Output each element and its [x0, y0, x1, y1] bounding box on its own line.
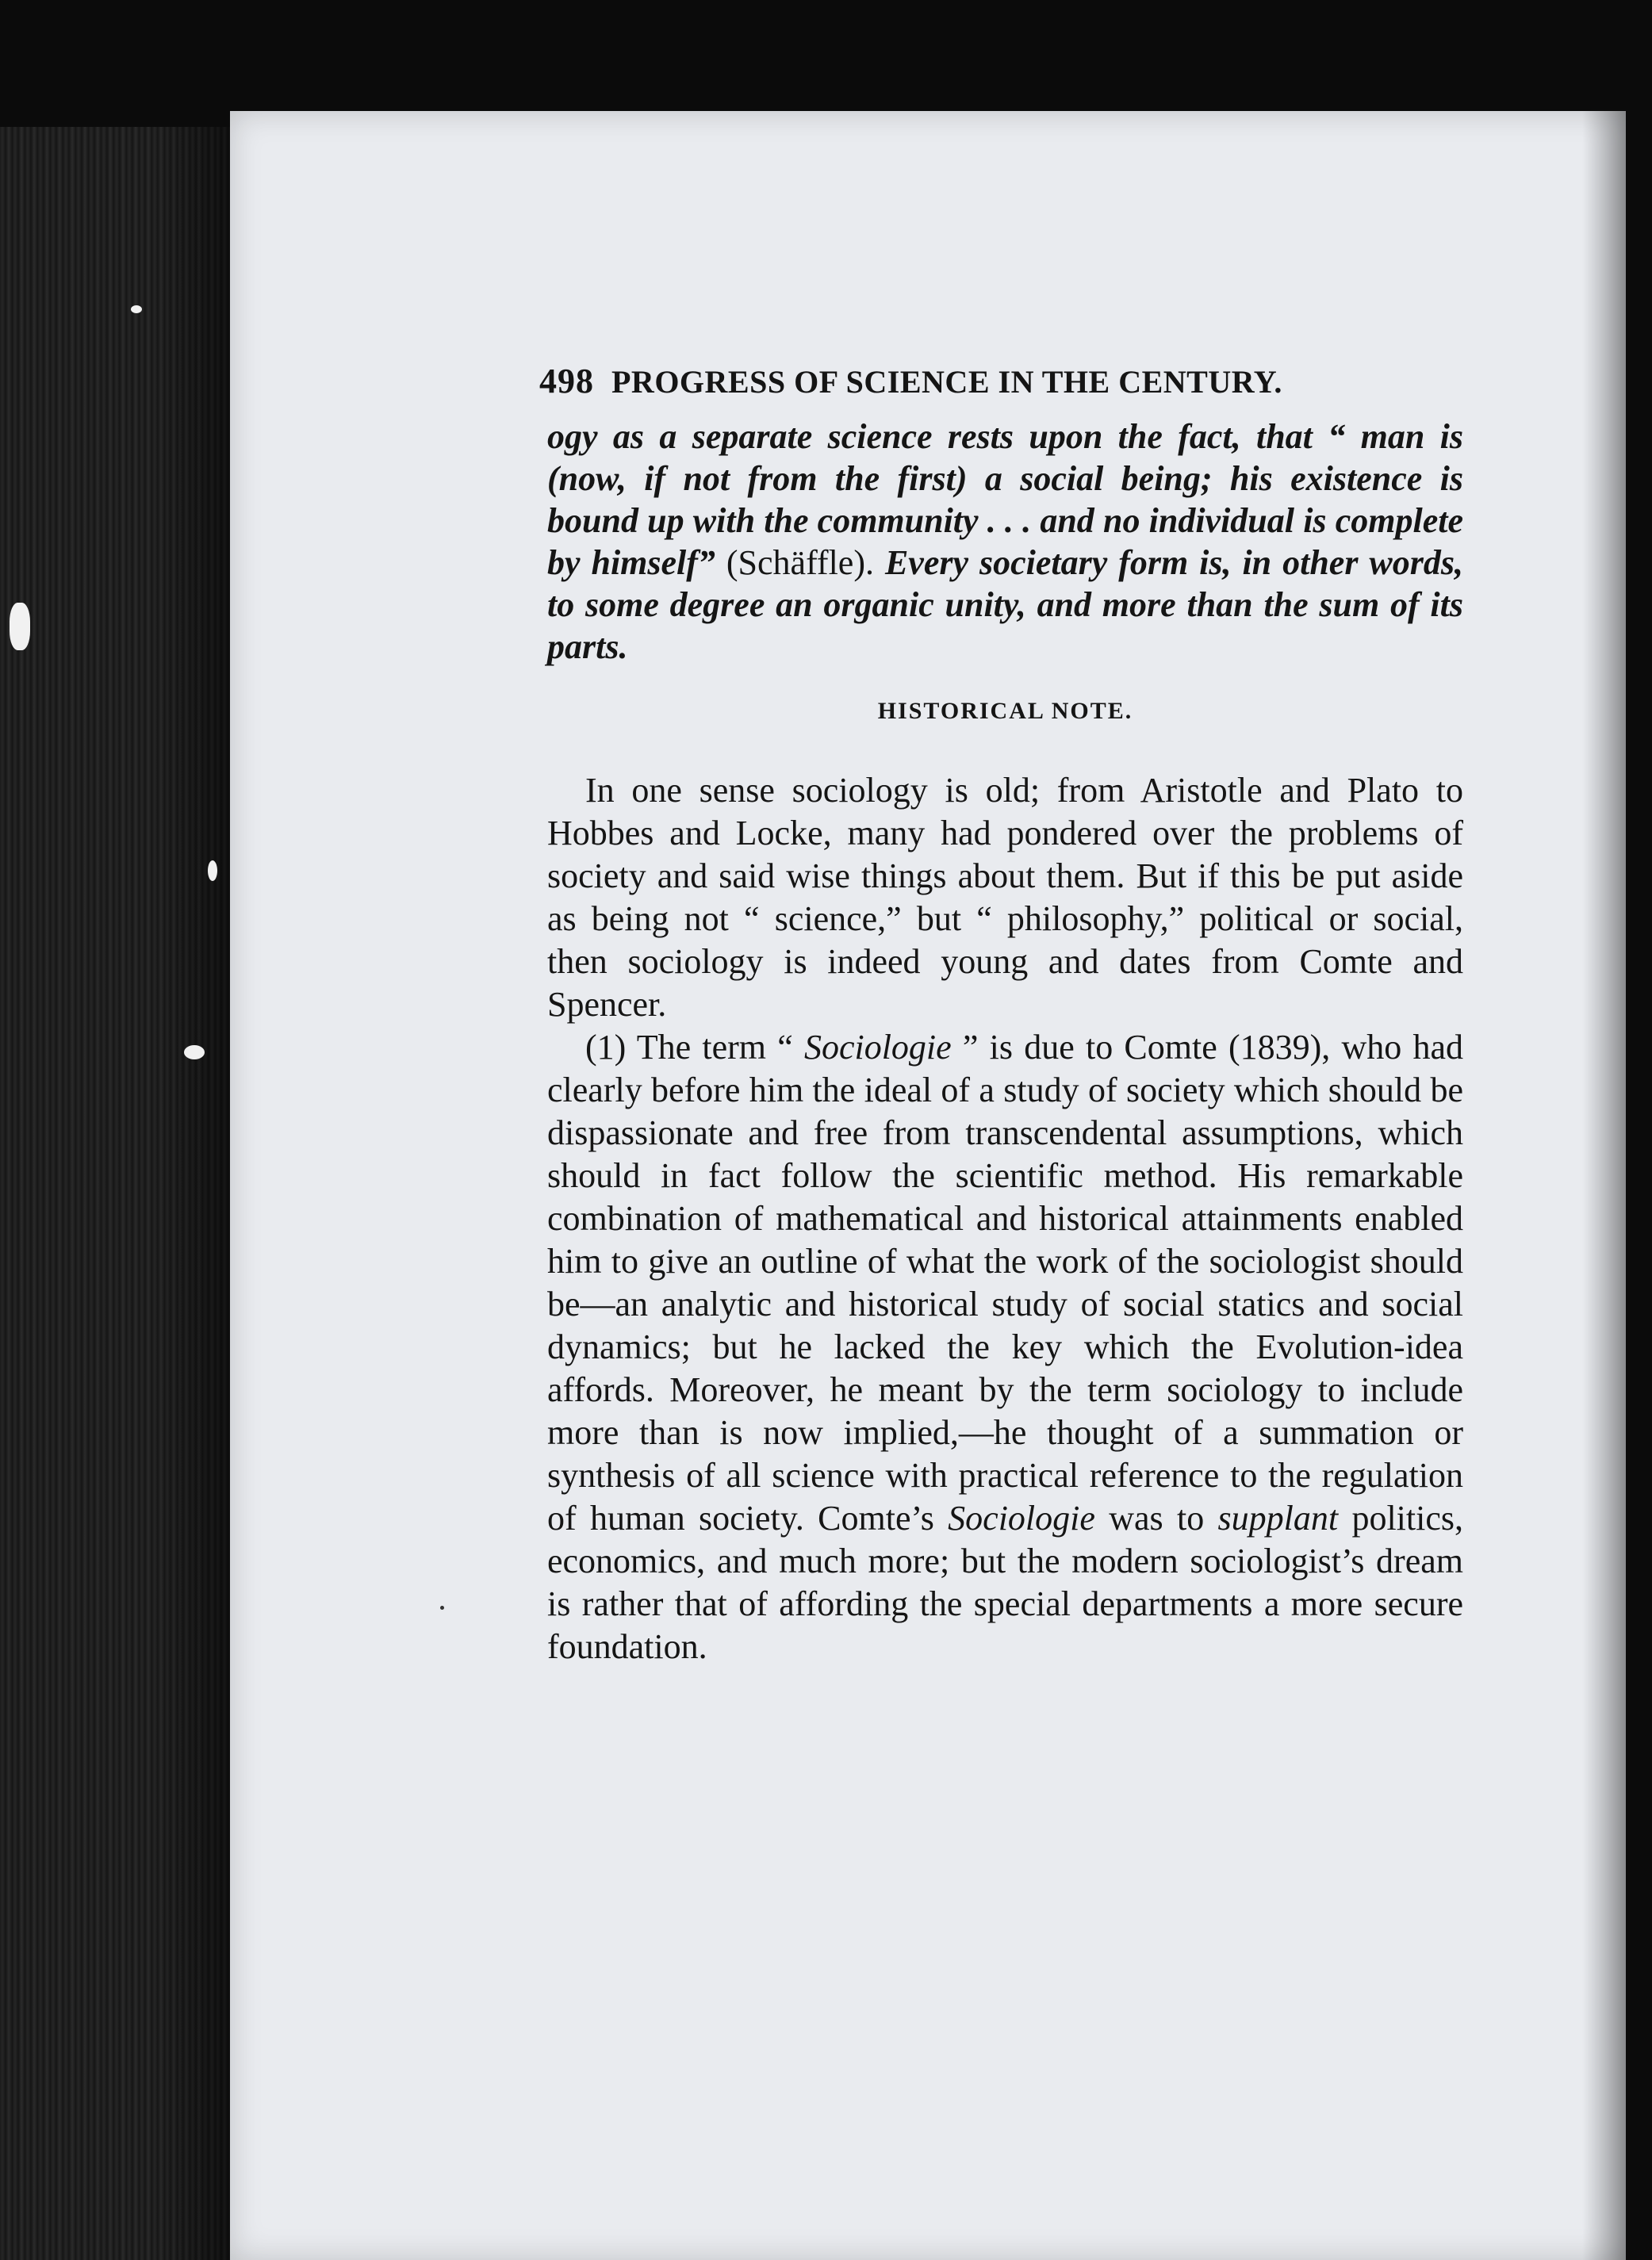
term-sociologie: Sociologie — [803, 1028, 952, 1067]
page-content — [539, 361, 1464, 1668]
dust-speck — [131, 305, 142, 313]
term-supplant: supplant — [1217, 1499, 1339, 1538]
running-head — [539, 361, 1463, 401]
dust-speck — [208, 860, 217, 881]
opening-paragraph — [547, 416, 1463, 668]
paragraph-two-middle: was to — [1094, 1499, 1218, 1538]
page-number: 498 — [539, 362, 594, 400]
paragraph-two — [547, 1026, 1463, 1668]
opening-paragraph-text: ogy as a separate science rests upon the fact, that “ man is (now, if not from the first) a social being; his existence is bound up with the community . . . and no individual is complete by himself” — [547, 417, 1463, 582]
running-head-title: PROGRESS OF SCIENCE IN THE CENTURY. — [611, 364, 1282, 400]
binding-shadow — [159, 127, 238, 2260]
dust-speck — [440, 1606, 444, 1610]
paragraph-one: In one sense sociology is old; from Aristotle and Plato to Hobbes and Locke, many had pondered over the problems of society and said wise things about them. But if this be put aside as being not “ science,” but “ philosophy,” political or social, then sociology is indeed young and dates from Comte and Spencer. — [547, 771, 1463, 1024]
dust-speck — [184, 1045, 205, 1059]
attribution: (Schäffle). — [715, 543, 885, 582]
dust-speck — [10, 603, 30, 650]
term-sociologie-second: Sociologie — [948, 1499, 1095, 1538]
opening-paragraph-conclusion: Every societary form is, in other words, to some degree an organic unity, and more than the sum of its parts. — [547, 543, 1463, 666]
page-edge-shadow — [1582, 111, 1626, 2260]
paragraph-two-body: ” is due to Comte (1839), who had clearly before him the ideal of a study of society which should be dispassionate and free from transcendental assumptions, which should in fact follow the scientific method. His remarkable combination of mathematical and historical attainments enabled him to give an outline of what the work of the sociologist should be—an analytic and historical study of social statics and social dynamics; but he lacked the key which the Evolution-idea affords. Moreover, he meant by the term sociology to include more than is now implied,—he thought of a summation or synthesis of all science with practical reference to the regulation of human society. Comte’s — [547, 1028, 1463, 1538]
paragraph-two-ending: politics, economics, and much more; but the modern sociologist’s dream is rather that of affording the special departments a more secure foundation. — [547, 1499, 1464, 1666]
paragraph-two-lead: (1) The term “ — [585, 1028, 804, 1067]
section-heading: HISTORICAL NOTE. — [877, 698, 1133, 724]
